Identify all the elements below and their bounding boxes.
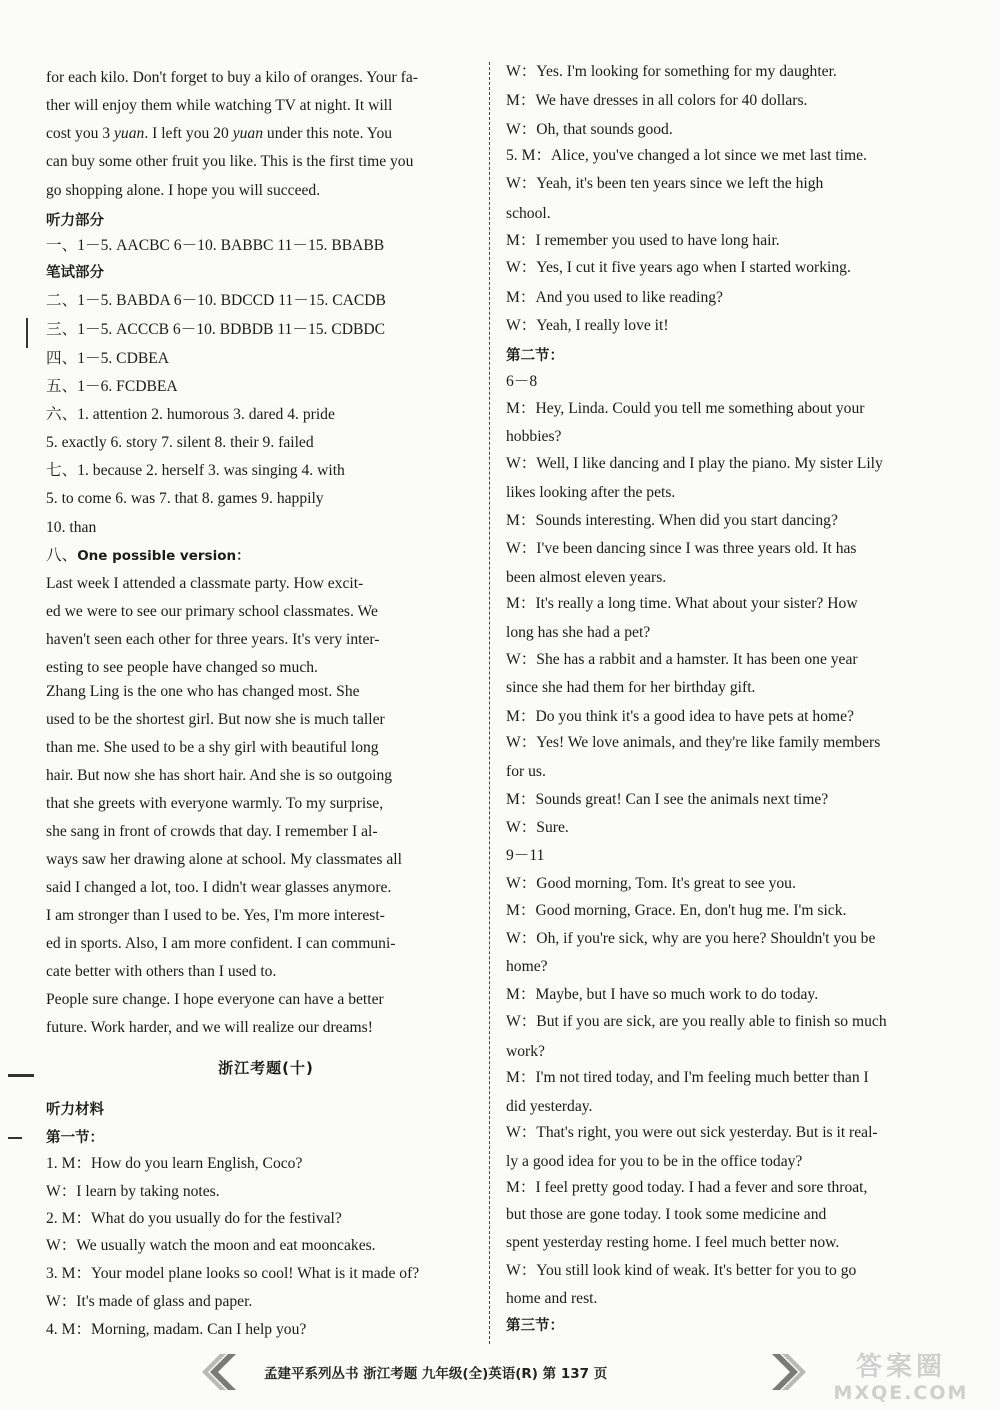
left-text-line: W：It's made of glass and paper.: [46, 1293, 253, 1310]
left-text-line: esting to see people have changed so much.: [46, 659, 318, 676]
watermark: [808, 1352, 994, 1406]
right-text-line: 第二节：: [506, 348, 564, 364]
left-text-line: used to be the shortest girl. But now she is much taller: [46, 711, 385, 728]
right-text-line: been almost eleven years.: [506, 569, 667, 586]
right-text-line: W：Yes, I cut it five years ago when I started working.: [506, 259, 851, 276]
left-text-line: 三、1－5. ACCCB 6－10. BDBDB 11－15. CDBDC: [46, 321, 386, 338]
left-text-line: 5. exactly 6. story 7. silent 8. their 9. failed: [46, 434, 314, 451]
left-text-line: 5. to come 6. was 7. that 8. games 9. happily: [46, 490, 324, 507]
left-text-line: said I changed a lot, too. I didn't wear glasses anymore.: [46, 879, 392, 896]
left-text-line: cate better with others than I used to.: [46, 963, 277, 980]
margin-mark: [26, 318, 28, 348]
right-text-line: M：Sounds interesting. When did you start dancing?: [506, 512, 838, 529]
right-text-line: M：It's really a long time. What about your sister? How: [506, 595, 858, 612]
right-text-line: 9－11: [506, 847, 545, 864]
left-text-line: can buy some other fruit you like. This is the first time you: [46, 153, 414, 170]
left-text-line: 3. M：Your model plane looks so cool! What is it made of?: [46, 1265, 420, 1282]
right-text-line: W：Good morning, Tom. It's great to see you.: [506, 875, 796, 892]
footer-text: 孟建平系列丛书 浙江考题 九年级(全)英语(R) 第 137 页: [264, 1366, 608, 1382]
right-text-line: W：Oh, that sounds good.: [506, 121, 673, 138]
left-text-line: 七、1. because 2. herself 3. was singing 4. with: [46, 462, 345, 479]
column-divider: [489, 62, 490, 1344]
left-text-line: go shopping alone. I hope you will succeed.: [46, 182, 321, 199]
right-text-line: M：Do you think it's a good idea to have pets at home?: [506, 708, 854, 725]
right-text-line: W：Yes! We love animals, and they're like family members: [506, 734, 881, 751]
right-text-line: W：Oh, if you're sick, why are you here? Shouldn't you be: [506, 930, 876, 947]
right-text-line: did yesterday.: [506, 1098, 593, 1115]
left-text-line: ed in sports. Also, I am more confident. I can communi-: [46, 935, 396, 952]
left-text-line: ed we were to see our primary school classmates. We: [46, 603, 378, 620]
right-text-line: for us.: [506, 763, 546, 780]
left-text-line: 四、1－5. CDBEA: [46, 350, 170, 367]
right-text-line: 5. M：Alice, you've changed a lot since we met last time.: [506, 147, 867, 164]
right-text-line: W：Yeah, I really love it!: [506, 317, 669, 334]
right-text-line: but those are gone today. I took some medicine and: [506, 1206, 827, 1223]
right-text-line: ly a good idea for you to be in the office today?: [506, 1153, 803, 1170]
left-text-line: hair. But now she has short hair. And she is so outgoing: [46, 767, 393, 784]
watermark-url: MXQE.COM: [833, 1382, 969, 1404]
left-text-line: 五、1－6. FCDBEA: [46, 378, 178, 395]
left-text-line: 笔试部分: [46, 265, 104, 281]
right-text-line: W：But if you are sick, are you really able to finish so much: [506, 1013, 887, 1030]
left-text-line: cost you 3 yuan. I left you 20 yuan under this note. You: [46, 125, 393, 142]
right-text-line: work?: [506, 1043, 545, 1060]
left-text-line: I am stronger than I used to be. Yes, I'm more interest-: [46, 907, 385, 924]
chevron-right-icon: [762, 1350, 810, 1394]
right-text-line: M：Good morning, Grace. En, don't hug me. I'm sick.: [506, 902, 847, 919]
left-text-line: ways saw her drawing alone at school. My classmates all: [46, 851, 402, 868]
left-text-line: People sure change. I hope everyone can have a better: [46, 991, 384, 1008]
margin-mark: [8, 1137, 22, 1139]
left-text-line: future. Work harder, and we will realize our dreams!: [46, 1019, 373, 1036]
right-text-line: M：I feel pretty good today. I had a fever and sore throat,: [506, 1179, 868, 1196]
left-text-line: 听力部分: [46, 213, 104, 229]
right-text-line: since she had them for her birthday gift.: [506, 679, 756, 696]
right-text-line: W：That's right, you were out sick yesterday. But is it real-: [506, 1124, 878, 1141]
left-text-line: ther will enjoy them while watching TV at night. It will: [46, 97, 393, 114]
right-text-line: W：I've been dancing since I was three years old. It has: [506, 540, 857, 557]
left-text-line: W：I learn by taking notes.: [46, 1183, 220, 1200]
right-text-line: hobbies?: [506, 428, 562, 445]
right-text-line: W：Sure.: [506, 819, 569, 836]
right-text-line: M：Hey, Linda. Could you tell me something about your: [506, 400, 865, 417]
left-text-line: than me. She used to be a shy girl with beautiful long: [46, 739, 379, 756]
left-text-line: 一、1－5. AACBC 6－10. BABBC 11－15. BBABB: [46, 237, 385, 254]
left-text-line: 六、1. attention 2. humorous 3. dared 4. pride: [46, 406, 335, 423]
right-text-line: W：Yes. I'm looking for something for my daughter.: [506, 63, 837, 80]
left-text-line: 听力材料: [46, 1102, 104, 1118]
left-text-line: for each kilo. Don't forget to buy a kilo of oranges. Your fa-: [46, 69, 418, 86]
left-text-line: W：We usually watch the moon and eat mooncakes.: [46, 1237, 376, 1254]
section-title: 浙江考题(十): [218, 1059, 314, 1077]
right-text-line: long has she had a pet?: [506, 624, 651, 641]
left-text-line: 10. than: [46, 519, 97, 536]
left-text-line: 第一节：: [46, 1130, 104, 1146]
right-text-line: M：I'm not tired today, and I'm feeling much better than I: [506, 1069, 869, 1086]
right-text-line: M：And you used to like reading?: [506, 289, 723, 306]
left-text-line: 2. M：What do you usually do for the festival?: [46, 1210, 342, 1227]
right-text-line: 第三节：: [506, 1318, 564, 1334]
right-text-line: school.: [506, 205, 551, 222]
right-text-line: M：Maybe, but I have so much work to do today.: [506, 986, 819, 1003]
left-text-line: 八、One possible version：: [46, 547, 250, 564]
right-text-line: W：Yeah, it's been ten years since we left the high: [506, 175, 824, 192]
left-text-line: haven't seen each other for three years. It's very inter-: [46, 631, 380, 648]
right-text-line: home and rest.: [506, 1290, 598, 1307]
right-text-line: 6－8: [506, 373, 538, 390]
margin-mark: [8, 1074, 34, 1077]
right-text-line: home?: [506, 958, 548, 975]
right-text-line: W：Well, I like dancing and I play the piano. My sister Lily: [506, 455, 883, 472]
right-text-line: M：Sounds great! Can I see the animals next time?: [506, 791, 829, 808]
left-text-line: 二、1－5. BABDA 6－10. BDCCD 11－15. CACDB: [46, 292, 386, 309]
left-text-line: 4. M：Morning, madam. Can I help you?: [46, 1321, 307, 1338]
right-text-line: W：She has a rabbit and a hamster. It has been one year: [506, 651, 858, 668]
watermark-title: 答案圈: [855, 1352, 946, 1382]
left-text-line: that she greets with everyone warmly. To my surprise,: [46, 795, 384, 812]
right-text-line: M：I remember you used to have long hair.: [506, 232, 780, 249]
right-text-line: likes looking after the pets.: [506, 484, 676, 501]
left-text-line: 1. M：How do you learn English, Coco?: [46, 1155, 303, 1172]
left-text-line: Last week I attended a classmate party. How excit-: [46, 575, 364, 592]
right-text-line: W：You still look kind of weak. It's better for you to go: [506, 1262, 857, 1279]
left-text-line: Zhang Ling is the one who has changed most. She: [46, 683, 360, 700]
chevron-left-icon: [198, 1350, 246, 1394]
right-text-line: spent yesterday resting home. I feel much better now.: [506, 1234, 840, 1251]
right-text-line: M：We have dresses in all colors for 40 dollars.: [506, 92, 808, 109]
left-text-line: she sang in front of crowds that day. I remember I al-: [46, 823, 378, 840]
